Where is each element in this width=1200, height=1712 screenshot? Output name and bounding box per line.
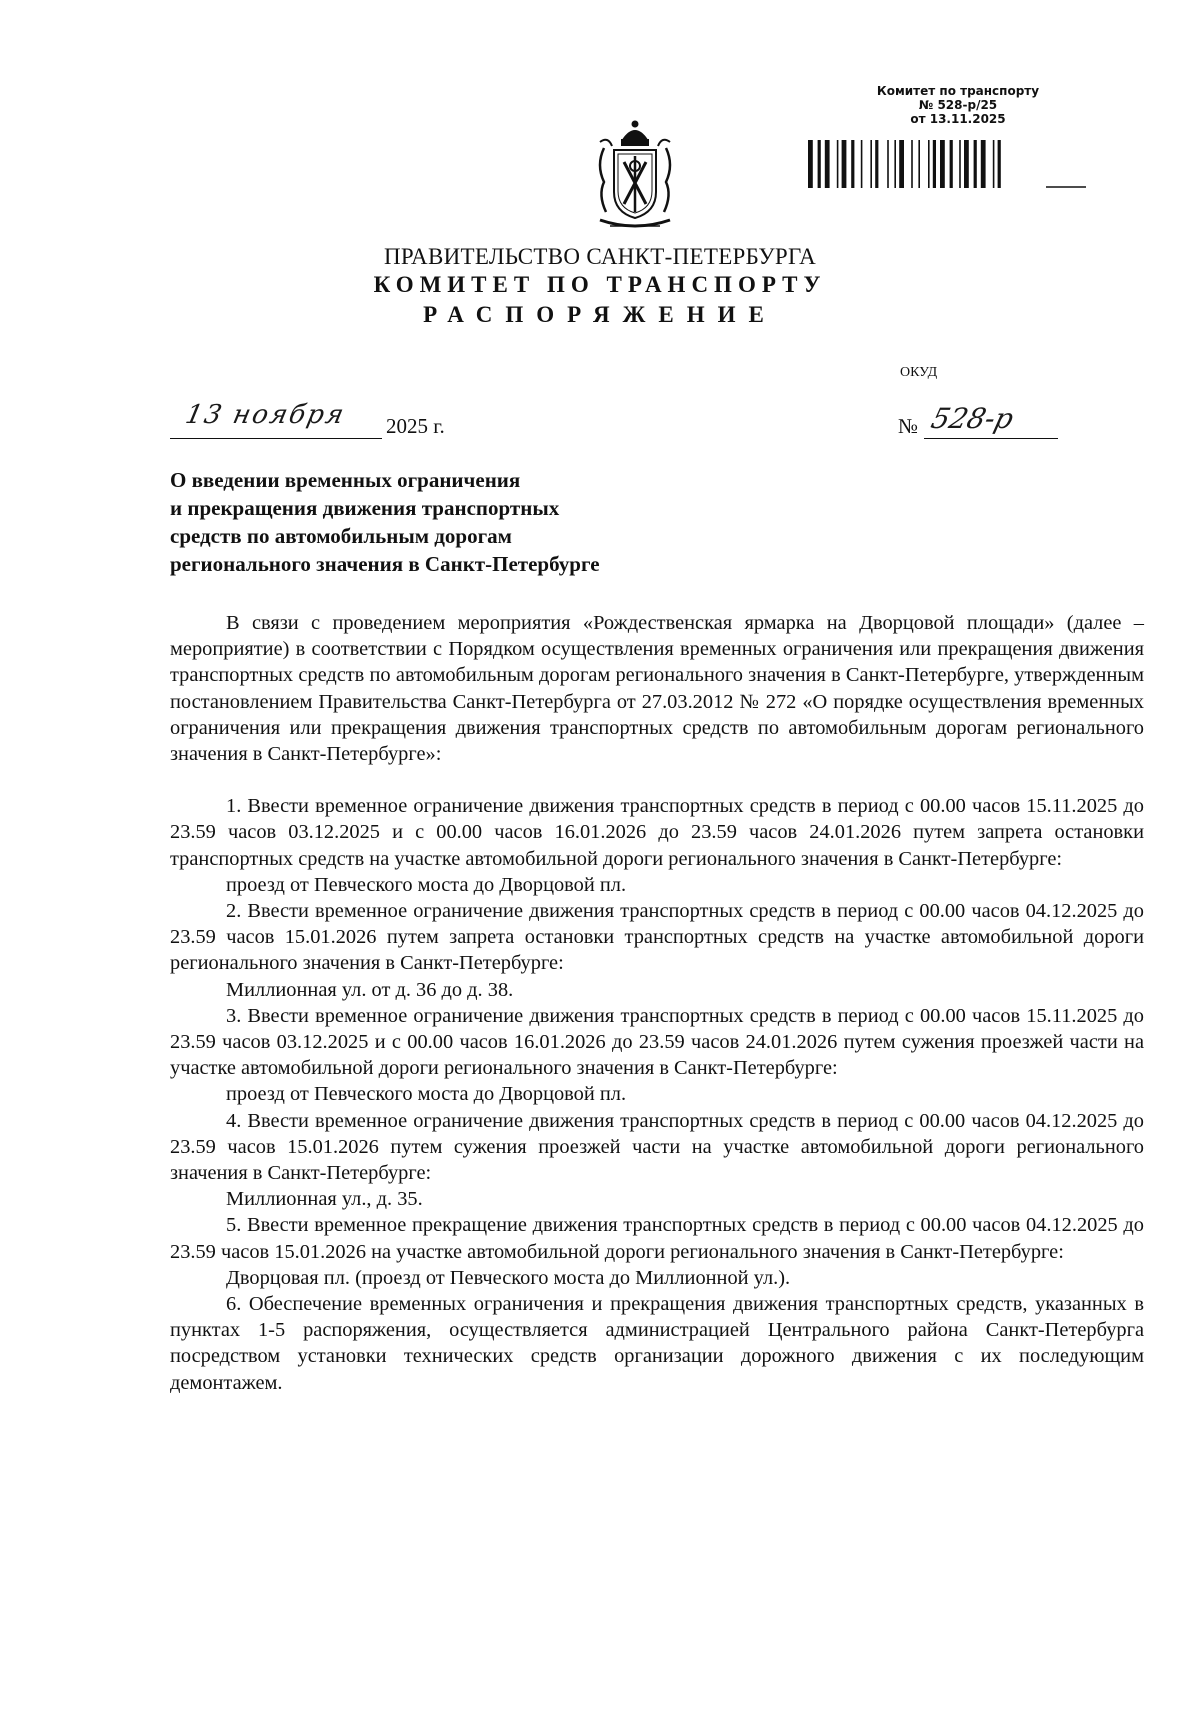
- barcode-bar: [974, 140, 977, 188]
- clause-4: 4. Ввести временное ограничение движения транспортных средств в период с 00.00 часов 04.12.2025 до 23.59 часов 15.01.2026 путем сужения проезжей части на участке автомобильной дороги регионального значения в Санкт-Петербурге:: [170, 1109, 1144, 1185]
- barcode-bar: [870, 140, 872, 188]
- title-line: и прекращения движения транспортных: [170, 496, 560, 520]
- title-line: средств по автомобильным дорогам: [170, 524, 512, 548]
- clause-4-location: Миллионная ул., д. 35.: [226, 1188, 423, 1211]
- barcode-bar: [851, 140, 854, 188]
- barcode-bar: [998, 140, 1001, 188]
- barcode-bar: [899, 140, 904, 188]
- clause-5: 5. Ввести временное прекращение движения транспортных средств в период с 00.00 часов 04.12.2025 до 23.59 часов 15.01.2026 на участке автомобильной дороги регионального значения в Санкт-Петербурге:: [170, 1214, 1144, 1263]
- clause-3: 3. Ввести временное ограничение движения транспортных средств в период с 00.00 часов 15.11.2025 до 23.59 часов 03.12.2025 и с 00.00 часов 16.01.2026 до 23.59 часов 24.01.2026 путем сужения проезжей части на участке автомобильной дороги регионального значения в Санкт-Петербурге:: [170, 1004, 1144, 1080]
- clause-6: 6. Обеспечение временных ограничения и прекращения движения транспортных средств, указанных в пунктах 1-5 распоряжения, осуществляется администрацией Центрального района Санкт-Петербурга посредством установки технических средств организации дорожного движения с их последующим демонтажем.: [170, 1293, 1144, 1394]
- date-year: 2025 г.: [386, 414, 445, 438]
- clause-2: 2. Ввести временное ограничение движения транспортных средств в период с 00.00 часов 04.12.2025 до 23.59 часов 15.01.2026 путем запрета остановки транспортных средств на участке автомобильной дороги регионального значения в Санкт-Петербурге:: [170, 900, 1144, 975]
- barcode-bar: [918, 140, 920, 188]
- barcode-bar: [933, 140, 936, 188]
- date-underline: [170, 438, 382, 439]
- barcode-bar: [887, 140, 889, 188]
- barcode-bar: [950, 140, 953, 188]
- barcode-bar: [808, 140, 813, 188]
- government-heading: ПРАВИТЕЛЬСТВО САНКТ-ПЕТЕРБУРГА: [383, 244, 817, 269]
- barcode-bar: [894, 140, 896, 188]
- title-line: О введении временных ограничения: [170, 468, 521, 492]
- clause-5-location: Дворцовая пл. (проезд от Певческого моста до Миллионной ул.).: [226, 1266, 791, 1289]
- barcode-bar: [825, 140, 830, 188]
- handwritten-date: 13 ноября: [182, 400, 349, 430]
- barcode-bar: [842, 140, 847, 188]
- clause-2-location: Миллионная ул. от д. 36 до д. 38.: [226, 978, 514, 1001]
- barcode-bar: [875, 140, 878, 188]
- barcode-bar: [964, 140, 969, 188]
- number-sign: №: [898, 414, 919, 438]
- document-type-heading: РАСПОРЯЖЕНИЕ: [423, 302, 777, 327]
- intro-paragraph: В связи с проведением мероприятия «Рождественская ярмарка на Дворцовой площади» (далее – мероприятие) в соответствии с Порядком осуществления временных ограничения или прекращения движения транспортных средств по автомобильным дорогам регионального значения в Санкт-Петербурге, утвержденным постановлением Правительства Санкт-Петербурга от 27.03.2012 № 272 «О порядке осуществления временных ограничения или прекращения движения транспортных средств по автомобильным дорогам регионального значения в Санкт-Петербурге»:: [170, 612, 1144, 766]
- barcode-bar: [928, 140, 930, 188]
- stamp-line-2: № 528-р/25: [918, 98, 998, 112]
- committee-heading: КОМИТЕТ ПО ТРАНСПОРТУ: [373, 272, 827, 297]
- coat-of-arms-icon: [590, 120, 680, 235]
- barcode-bar: [981, 140, 986, 188]
- barcode-bar: [861, 140, 863, 188]
- clause-1-location: проезд от Певческого моста до Дворцовой пл.: [226, 873, 627, 896]
- handwritten-number: 528-р: [927, 402, 1017, 435]
- clause-3-location: проезд от Певческого моста до Дворцовой пл.: [226, 1083, 627, 1106]
- document-body: [170, 610, 1144, 1396]
- stamp-line-3: от 13.11.2025: [910, 112, 1006, 126]
- clause-1: 1. Ввести временное ограничение движения транспортных средств в период с 00.00 часов 15.11.2025 до 23.59 часов 03.12.2025 и с 00.00 часов 16.01.2026 до 23.59 часов 24.01.2026 путем запрета остановки транспортных средств на участке автомобильной дороги регионального значения в Санкт-Петербурге:: [170, 795, 1144, 870]
- document-title: [170, 466, 730, 578]
- barcode-bar: [837, 140, 839, 188]
- number-underline: [924, 438, 1058, 439]
- okud-label: ОКУД: [900, 365, 938, 380]
- barcode-bar: [993, 140, 995, 188]
- barcode-bar: [818, 140, 821, 188]
- stamp-line-1: Комитет по транспорту: [876, 84, 1040, 98]
- barcode-bar: [911, 140, 913, 188]
- barcode: [808, 140, 1088, 196]
- title-line: регионального значения в Санкт-Петербурге: [170, 552, 600, 576]
- barcode-bar: [940, 140, 945, 188]
- registration-stamp: [808, 84, 1108, 126]
- barcode-bar: [959, 140, 961, 188]
